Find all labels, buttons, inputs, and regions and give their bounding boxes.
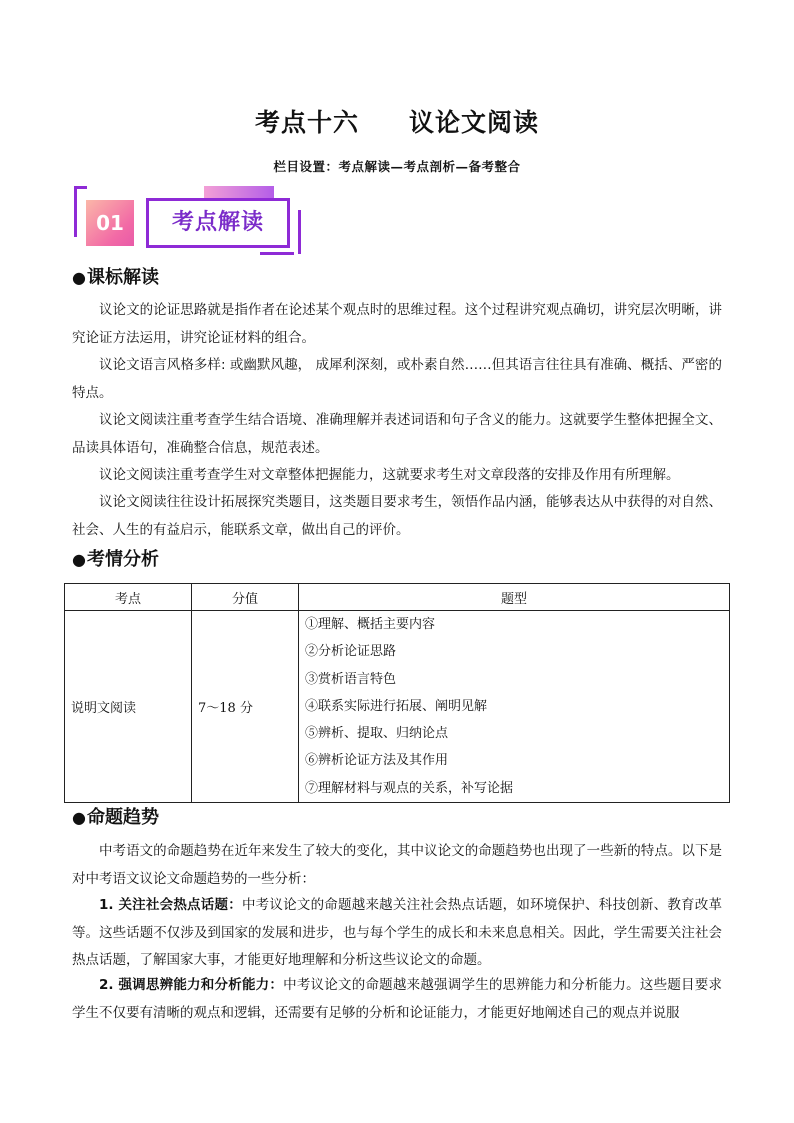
table-header-row — [65, 584, 730, 611]
table-header-cell: 题型 — [299, 584, 730, 611]
banner-gradient-bar — [204, 186, 274, 198]
banner-label: 考点解读 — [146, 198, 290, 248]
question-type-item: ②分析论证思路 — [305, 644, 397, 660]
trend-point-label: 1. 关注社会热点话题： — [99, 897, 242, 913]
section-heading-analysis — [72, 548, 159, 572]
table-header-cell: 分值 — [192, 584, 299, 611]
section-heading-curriculum — [72, 266, 159, 290]
table-cell-score: 7～18 分 — [192, 611, 299, 803]
question-type-item: ⑦理解材料与观点的关系，补写论据 — [305, 780, 514, 796]
banner-bracket-decoration-right — [290, 210, 301, 254]
bullet-icon: ● — [72, 550, 86, 569]
trend-point — [72, 972, 722, 1027]
title-part-1: 考点十六 — [254, 108, 359, 137]
paragraph: 议论文语言风格多样: 或幽默风趣， 成犀利深刻，或朴素自然……但其语言往往具有准确、概括、严密的特点。 — [72, 357, 722, 401]
page-title — [0, 103, 794, 139]
paragraph: 议论文的论证思路就是指作者在论述某个观点时的思维过程。这个过程讲究观点确切，讲究层次明晰，讲究论证方法运用，讲究论证材料的组合。 — [72, 302, 722, 346]
title-part-2: 议论文阅读 — [409, 108, 540, 137]
trend-point-text: 中考议论文的命题越来越关注社会热点话题，如环境保护、科技创新、教育改革等。这些话题不仅涉及到国家的发展和进步，也与每个学生的成长和未来息息相关。因此，学生需要关注社会热点话题，了解国家大事，才能更好地理解和分析这些议论文的命题。 — [72, 897, 722, 968]
section-heading-label: 课标解读 — [86, 267, 159, 288]
question-type-item: ④联系实际进行拓展、阐明见解 — [305, 698, 488, 714]
section-banner — [74, 186, 300, 256]
section-heading-trend — [72, 806, 159, 830]
question-type-item: ⑥辨析论证方法及其作用 — [305, 753, 449, 769]
banner-line-decoration — [260, 252, 294, 255]
table-cell-topic: 说明文阅读 — [65, 611, 192, 803]
table-header-cell: 考点 — [65, 584, 192, 611]
question-type-item: ③赏析语言特色 — [305, 671, 397, 687]
paragraph: 中考语文的命题趋势在近年来发生了较大的变化，其中议论文的命题趋势也出现了一些新的特点。以下是对中考语文议论文命题趋势的一些分析： — [72, 843, 722, 887]
section-heading-label: 命题趋势 — [86, 807, 159, 828]
table-cell-types — [299, 611, 730, 803]
question-type-item: ①理解、概括主要内容 — [305, 617, 436, 632]
section-heading-label: 考情分析 — [86, 549, 159, 570]
banner-number: 01 — [86, 200, 134, 246]
paragraph: 议论文阅读往往设计拓展探究类题目，这类题目要求考生，领悟作品内涵，能够表达从中获得的对自然、社会、人生的有益启示，能联系文章，做出自己的评价。 — [72, 494, 722, 538]
bullet-icon: ● — [72, 268, 86, 287]
trend-point-text: 中考议论文的命题越来越强调学生的思辨能力和分析能力。这些题目要求学生不仅要有清晰的观点和逻辑，还需要有足够的分析和论证能力，才能更好地阐述自己的观点并说服 — [72, 977, 722, 1021]
trend-point-label: 2. 强调思辨能力和分析能力： — [99, 977, 284, 993]
page-subtitle: 栏目设置：考点解读—考点剖析—备考整合 — [273, 159, 521, 174]
trend-point — [72, 892, 722, 975]
paragraph: 议论文阅读注重考查学生对文章整体把握能力，这就要求考生对文章段落的安排及作用有所理解。 — [99, 467, 680, 483]
table-row — [65, 611, 730, 803]
exam-analysis-table — [64, 583, 730, 803]
paragraph: 议论文阅读注重考查学生结合语境、准确理解并表述词语和句子含义的能力。这就要学生整体把握全文、品读具体语句，准确整合信息，规范表述。 — [72, 412, 722, 456]
bullet-icon: ● — [72, 808, 86, 827]
question-type-item: ⑤辨析、提取、归纳论点 — [305, 726, 449, 742]
